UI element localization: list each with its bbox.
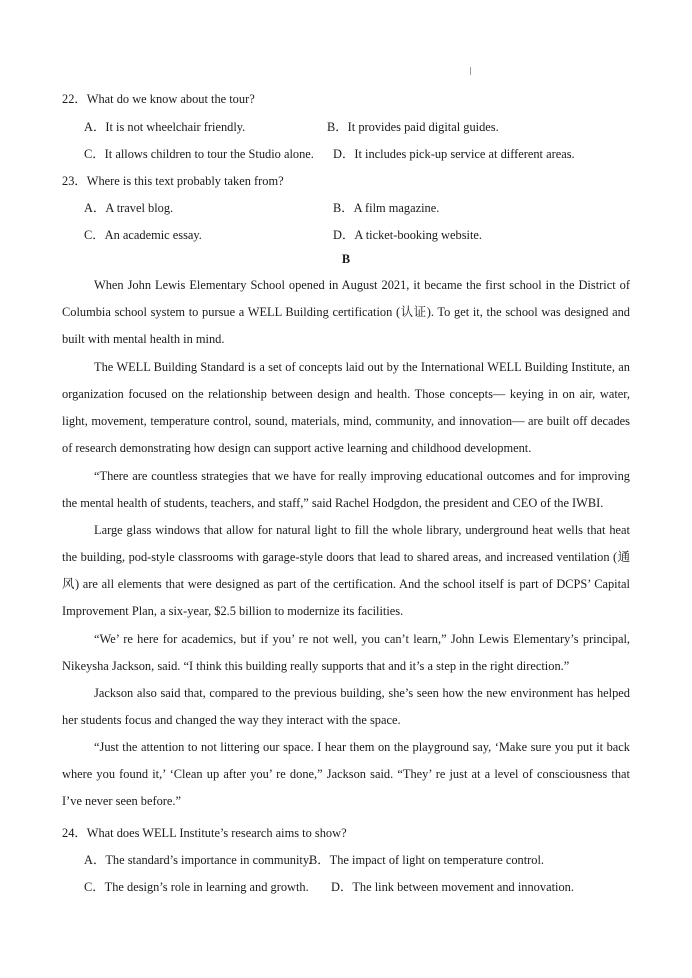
passage-paragraph-4: Large glass windows that allow for natural light to fill the whole library, underground heat wells that heat the building, pod-style classrooms with garage-style doors that lead to shared areas, and increased ventilation (通风) are all elements that were designed as part of the certification. And the school itself is part of DCPS’ Capital Improvement Plan, a six-year, $2.5 billion to modernize its facilities.: [62, 523, 630, 618]
passage-paragraph-6: Jackson also said that, compared to the previous building, she’s seen how the new environment has helped her students focus and changed the way they interact with the space.: [62, 686, 630, 727]
q22-option-d: D．It includes pick-up service at different areas.: [333, 147, 575, 161]
q23-option-b: B．A film magazine.: [333, 201, 440, 215]
section-label: B: [341, 252, 351, 266]
q22-option-c: C．It allows children to tour the Studio alone.: [84, 147, 314, 161]
q22-option-b: B．It provides paid digital guides.: [327, 120, 499, 134]
q24-option-a: A．The standard’s importance in community.: [84, 853, 312, 867]
q23-option-d: D．A ticket-booking website.: [333, 228, 483, 242]
q24-option-d: D．The link between movement and innovation.: [331, 880, 574, 894]
question-23: 23．Where is this text probably taken from?: [62, 174, 284, 188]
q24-option-b: B．The impact of light on temperature control.: [309, 853, 545, 867]
passage-paragraph-3: “There are countless strategies that we have for really improving educational outcomes and for improving the mental health of students, teachers, and staff,” said Rachel Hodgdon, the president and CEO of the IWBI.: [62, 469, 630, 510]
page-mark: [470, 67, 471, 75]
passage-paragraph-7: “Just the attention to not littering our space. I hear them on the playground say, ‘Make sure you put it back where you found it,’ ‘Clean up after you’ re done,” Jackson said. “They’ re just at a level of consciousness that I’ve never seen before.”: [62, 740, 630, 808]
question-24: 24．What does WELL Institute’s research aims to show?: [62, 826, 347, 840]
q22-option-a: A．It is not wheelchair friendly.: [84, 120, 246, 134]
passage-paragraph-5: “We’ re here for academics, but if you’ re not well, you can’t learn,” John Lewis Elementary’s principal, Nikeysha Jackson, said. “I think this building really supports that and it’s a step in the right direction.”: [62, 632, 630, 673]
passage-paragraph-2: The WELL Building Standard is a set of concepts laid out by the International WELL Building Institute, an organization focused on the relationship between design and health. Those concepts— keying in on air, water, light, movement, temperature control, sound, materials, mind, community, and innovation— are built off decades of research demonstrating how design can support active learning and childhood development.: [62, 360, 630, 455]
q24-option-c: C．The design’s role in learning and growth.: [84, 880, 309, 894]
q23-option-a: A．A travel blog.: [84, 201, 174, 215]
q23-option-c: C．An academic essay.: [84, 228, 202, 242]
question-22: 22．What do we know about the tour?: [62, 92, 255, 106]
passage-paragraph-1: When John Lewis Elementary School opened in August 2021, it became the first school in the District of Columbia school system to pursue a WELL Building certification (认证). To get it, the school was designed and built with mental health in mind.: [62, 278, 630, 346]
